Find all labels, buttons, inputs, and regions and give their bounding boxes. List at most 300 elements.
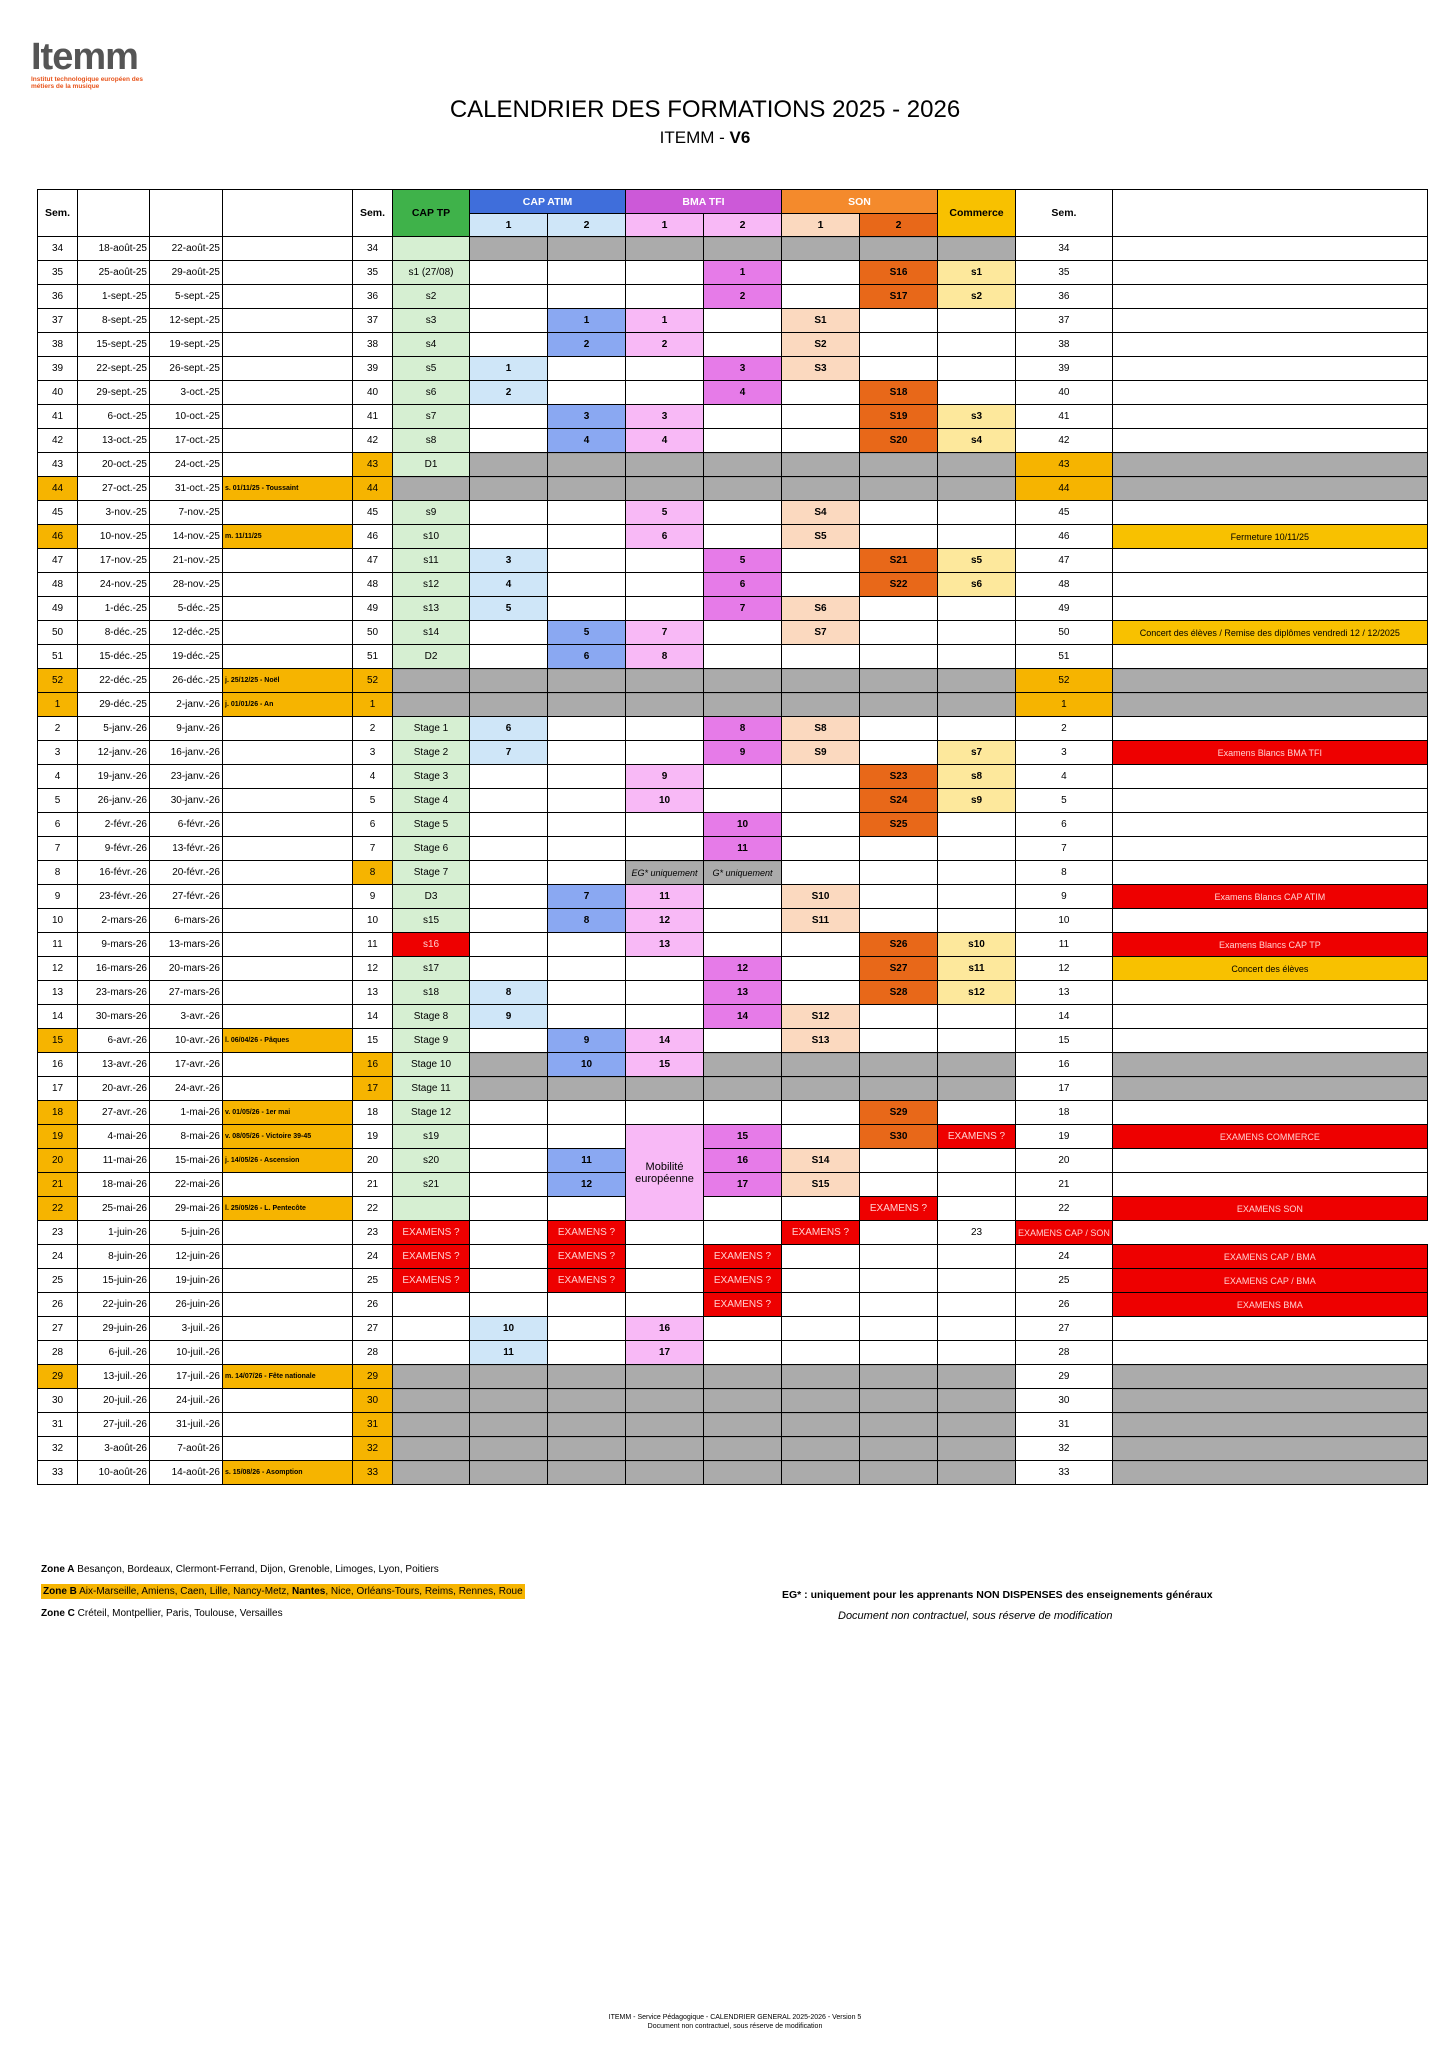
cell-son-1 <box>782 261 860 285</box>
cell-cap-atim-1: 7 <box>470 741 548 765</box>
legend-zone-b: Zone B Aix-Marseille, Amiens, Caen, Lille, Nancy-Metz, Nantes, Nice, Orléans-Tours, Reims, Rennes, Roue <box>43 1586 523 1597</box>
cell-sem-b: 7 <box>353 837 393 861</box>
cell-start-date: 15-juin-26 <box>78 1269 150 1293</box>
cell-bma-tfi-2 <box>704 1029 782 1053</box>
cell-son-1: S10 <box>782 885 860 909</box>
cell-commerce <box>938 1461 1016 1485</box>
cell-end-date: 5-sept.-25 <box>150 285 223 309</box>
cell-son-1 <box>782 237 860 261</box>
cell-cap-atim-2 <box>548 453 626 477</box>
cell-holiday <box>223 933 353 957</box>
cell-sem: 37 <box>38 309 78 333</box>
cell-cap-atim-1 <box>470 1413 548 1437</box>
cell-bma-tfi-1 <box>626 693 704 717</box>
cell-bma-tfi-2: 9 <box>704 741 782 765</box>
header-group-2: 2 <box>704 214 782 237</box>
cell-sem-c: 2 <box>1016 717 1113 741</box>
cell-commerce <box>938 1245 1016 1269</box>
cell-cap-tp: Stage 11 <box>393 1077 470 1101</box>
cell-bma-tfi-1 <box>626 741 704 765</box>
cell-commerce <box>938 1317 1016 1341</box>
cell-commerce <box>938 885 1016 909</box>
cell-end-date: 17-avr.-26 <box>150 1053 223 1077</box>
cell-start-date: 27-oct.-25 <box>78 477 150 501</box>
cell-son-1 <box>782 453 860 477</box>
cell-sem: 30 <box>38 1389 78 1413</box>
cell-holiday <box>223 381 353 405</box>
cell-bma-tfi-1 <box>626 549 704 573</box>
calendar-row <box>38 765 1428 789</box>
cell-sem: 46 <box>38 525 78 549</box>
cell-start-date: 5-janv.-26 <box>78 717 150 741</box>
cell-start-date: 15-sept.-25 <box>78 333 150 357</box>
cell-son-1 <box>782 1269 860 1293</box>
cell-cap-atim-1 <box>470 1461 548 1485</box>
cell-remark <box>1112 501 1427 525</box>
cell-son-2 <box>860 693 938 717</box>
cell-sem: 43 <box>38 453 78 477</box>
cell-start-date: 8-sept.-25 <box>78 309 150 333</box>
calendar-row <box>38 549 1428 573</box>
cell-end-date: 8-mai-26 <box>150 1125 223 1149</box>
cell-sem-c: 23 <box>938 1221 1016 1245</box>
cell-bma-tfi-2 <box>704 1317 782 1341</box>
cell-bma-tfi-2: 2 <box>704 285 782 309</box>
cell-cap-atim-2 <box>548 1341 626 1365</box>
cell-cap-atim-1 <box>470 789 548 813</box>
cell-bma-tfi-2: EXAMENS ? <box>704 1293 782 1317</box>
cell-cap-atim-2 <box>548 261 626 285</box>
cell-cap-atim-1 <box>470 621 548 645</box>
cell-son-1: S4 <box>782 501 860 525</box>
cell-remark <box>1112 309 1427 333</box>
header-group-1: 1 <box>626 214 704 237</box>
cell-holiday <box>223 765 353 789</box>
cell-end-date: 31-oct.-25 <box>150 477 223 501</box>
cell-commerce <box>938 621 1016 645</box>
cell-bma-tfi-1 <box>626 1269 704 1293</box>
cell-holiday: l. 06/04/26 - Pâques <box>223 1029 353 1053</box>
cell-bma-tfi-2: 17 <box>704 1173 782 1197</box>
cell-cap-atim-2 <box>548 765 626 789</box>
cell-end-date: 24-juil.-26 <box>150 1389 223 1413</box>
cell-commerce: EXAMENS ? <box>938 1125 1016 1149</box>
cell-sem-b: 39 <box>353 357 393 381</box>
header-group-1: 1 <box>470 214 548 237</box>
cell-sem-c: 13 <box>1016 981 1113 1005</box>
cell-remark <box>1112 453 1427 477</box>
cell-cap-atim-1 <box>470 309 548 333</box>
cell-sem-b: 45 <box>353 501 393 525</box>
cell-sem-b: 47 <box>353 549 393 573</box>
cell-commerce: s4 <box>938 429 1016 453</box>
cell-bma-tfi-2 <box>704 1461 782 1485</box>
cell-sem-c: 39 <box>1016 357 1113 381</box>
cell-holiday <box>223 597 353 621</box>
cell-sem: 19 <box>38 1125 78 1149</box>
calendar-row <box>38 957 1428 981</box>
cell-cap-tp <box>393 1341 470 1365</box>
cell-son-2 <box>860 333 938 357</box>
cell-sem: 36 <box>38 285 78 309</box>
cell-end-date: 5-déc.-25 <box>150 597 223 621</box>
cell-holiday <box>223 1317 353 1341</box>
cell-son-1 <box>782 1437 860 1461</box>
cell-sem-c: 32 <box>1016 1437 1113 1461</box>
cell-son-2 <box>860 1437 938 1461</box>
calendar-row <box>38 357 1428 381</box>
cell-cap-atim-1 <box>470 1389 548 1413</box>
cell-sem-c: 30 <box>1016 1389 1113 1413</box>
cell-cap-atim-2 <box>548 477 626 501</box>
cell-son-1 <box>782 789 860 813</box>
cell-cap-atim-2 <box>548 1125 626 1149</box>
calendar-row <box>38 429 1428 453</box>
cell-bma-tfi-1 <box>626 669 704 693</box>
cell-sem-b: 1 <box>353 693 393 717</box>
cell-sem-b: 4 <box>353 765 393 789</box>
cell-remark <box>1112 1053 1427 1077</box>
cell-cap-atim-2 <box>548 357 626 381</box>
cell-commerce: s2 <box>938 285 1016 309</box>
cell-sem-b: 26 <box>353 1293 393 1317</box>
cell-start-date: 12-janv.-26 <box>78 741 150 765</box>
cell-cap-tp: s12 <box>393 573 470 597</box>
cell-cap-tp: s16 <box>393 933 470 957</box>
cell-start-date: 27-juil.-26 <box>78 1413 150 1437</box>
cell-cap-atim-1 <box>470 1077 548 1101</box>
cell-bma-tfi-2 <box>704 1101 782 1125</box>
cell-start-date: 22-juin-26 <box>78 1293 150 1317</box>
cell-cap-tp: Stage 12 <box>393 1101 470 1125</box>
cell-end-date: 20-mars-26 <box>150 957 223 981</box>
cell-bma-tfi-2 <box>704 1413 782 1437</box>
cell-bma-tfi-2 <box>704 429 782 453</box>
cell-holiday <box>223 261 353 285</box>
cell-son-2 <box>860 861 938 885</box>
cell-bma-tfi-2: 1 <box>704 261 782 285</box>
cell-start-date: 16-mars-26 <box>78 957 150 981</box>
cell-cap-atim-1 <box>470 1269 548 1293</box>
header-cap-atim: CAP ATIM <box>470 190 626 214</box>
cell-son-2 <box>860 621 938 645</box>
cell-bma-tfi-1: 10 <box>626 789 704 813</box>
cell-commerce <box>938 381 1016 405</box>
cell-holiday <box>223 789 353 813</box>
cell-sem-b: 48 <box>353 573 393 597</box>
cell-holiday: m. 14/07/26 - Fête nationale <box>223 1365 353 1389</box>
cell-cap-atim-1: 1 <box>470 357 548 381</box>
cell-commerce <box>938 309 1016 333</box>
header-sem: Sem. <box>38 190 78 237</box>
cell-end-date: 22-août-25 <box>150 237 223 261</box>
cell-commerce <box>938 813 1016 837</box>
calendar-row <box>38 1221 1428 1245</box>
cell-start-date: 13-juil.-26 <box>78 1365 150 1389</box>
cell-son-2: S19 <box>860 405 938 429</box>
cell-cap-tp <box>393 1365 470 1389</box>
cell-cap-atim-1 <box>470 1149 548 1173</box>
cell-bma-tfi-1 <box>626 1461 704 1485</box>
cell-start-date: 25-août-25 <box>78 261 150 285</box>
cell-son-2 <box>860 909 938 933</box>
cell-son-1 <box>782 1245 860 1269</box>
cell-bma-tfi-1 <box>626 597 704 621</box>
cell-remark <box>1112 813 1427 837</box>
cell-bma-tfi-2 <box>704 669 782 693</box>
cell-sem: 44 <box>38 477 78 501</box>
cell-sem-b: 16 <box>353 1053 393 1077</box>
cell-sem-b: 14 <box>353 1005 393 1029</box>
cell-holiday <box>223 429 353 453</box>
cell-cap-atim-1: 5 <box>470 597 548 621</box>
cell-son-1 <box>782 669 860 693</box>
cell-remark: Examens Blancs BMA TFI <box>1112 741 1427 765</box>
disclaimer: Document non contractuel, sous réserve de modification <box>838 1610 1113 1622</box>
cell-remark: EXAMENS COMMERCE <box>1112 1125 1427 1149</box>
cell-sem-c: 43 <box>1016 453 1113 477</box>
header-sem-2: Sem. <box>353 190 393 237</box>
cell-cap-atim-1: 11 <box>470 1341 548 1365</box>
cell-son-2: S20 <box>860 429 938 453</box>
cell-son-2 <box>860 1245 938 1269</box>
footer: ITEMM - Service Pédagogique - CALENDRIER GENERAL 2025-2026 - Version 5 Document non contractuel, sous réserve de modification <box>608 2014 862 2030</box>
cell-holiday: s. 15/08/26 - Asomption <box>223 1461 353 1485</box>
cell-son-1: S9 <box>782 741 860 765</box>
cell-commerce <box>938 357 1016 381</box>
cell-bma-tfi-2 <box>704 621 782 645</box>
cell-start-date: 6-oct.-25 <box>78 405 150 429</box>
cell-sem-c: 33 <box>1016 1461 1113 1485</box>
cell-sem-c: 8 <box>1016 861 1113 885</box>
cell-son-1: S15 <box>782 1173 860 1197</box>
cell-commerce: s9 <box>938 789 1016 813</box>
cell-cap-atim-1 <box>470 1053 548 1077</box>
cell-son-1: S3 <box>782 357 860 381</box>
cell-son-1 <box>782 837 860 861</box>
cell-son-2: S23 <box>860 765 938 789</box>
cell-cap-atim-1 <box>470 1293 548 1317</box>
cell-son-2 <box>860 669 938 693</box>
cell-cap-tp: s19 <box>393 1125 470 1149</box>
cell-holiday <box>223 645 353 669</box>
cell-end-date: 12-déc.-25 <box>150 621 223 645</box>
cell-holiday <box>223 1245 353 1269</box>
cell-sem-b: 22 <box>353 1197 393 1221</box>
cell-end-date: 31-juil.-26 <box>150 1413 223 1437</box>
cell-end-date: 26-déc.-25 <box>150 669 223 693</box>
cell-cap-atim-1 <box>470 669 548 693</box>
cell-son-1 <box>782 813 860 837</box>
cell-cap-atim-1 <box>470 933 548 957</box>
cell-cap-atim-2 <box>548 669 626 693</box>
cell-bma-tfi-2: EXAMENS ? <box>704 1245 782 1269</box>
cell-sem-b: 21 <box>353 1173 393 1197</box>
cell-sem: 39 <box>38 357 78 381</box>
cell-cap-tp: Stage 4 <box>393 789 470 813</box>
cell-bma-tfi-1 <box>626 957 704 981</box>
cell-cap-atim-1 <box>470 477 548 501</box>
cell-cap-atim-1: 10 <box>470 1317 548 1341</box>
calendar-row <box>38 261 1428 285</box>
cell-sem-b: 23 <box>353 1221 393 1245</box>
cell-sem-b: 31 <box>353 1413 393 1437</box>
cell-cap-atim-1 <box>470 1245 548 1269</box>
cell-cap-atim-1: 8 <box>470 981 548 1005</box>
cell-remark: Examens Blancs CAP ATIM <box>1112 885 1427 909</box>
cell-bma-tfi-1: 6 <box>626 525 704 549</box>
cell-bma-tfi-1 <box>626 1005 704 1029</box>
cell-holiday: j. 25/12/25 - Noël <box>223 669 353 693</box>
cell-cap-atim-2: 2 <box>548 333 626 357</box>
cell-end-date: 1-mai-26 <box>150 1101 223 1125</box>
cell-son-1 <box>782 1365 860 1389</box>
cell-sem-c: 29 <box>1016 1365 1113 1389</box>
cell-bma-tfi-1 <box>626 285 704 309</box>
cell-son-2 <box>860 477 938 501</box>
cell-commerce <box>938 477 1016 501</box>
cell-bma-tfi-2 <box>704 501 782 525</box>
cell-sem-b: 19 <box>353 1125 393 1149</box>
cell-commerce <box>938 1413 1016 1437</box>
cell-holiday <box>223 333 353 357</box>
cell-sem: 47 <box>38 549 78 573</box>
cell-bma-tfi-1: 4 <box>626 429 704 453</box>
cell-start-date: 6-juil.-26 <box>78 1341 150 1365</box>
cell-end-date: 13-févr.-26 <box>150 837 223 861</box>
cell-son-2: EXAMENS ? <box>860 1197 938 1221</box>
cell-remark: EXAMENS SON <box>1112 1197 1427 1221</box>
cell-son-2: S24 <box>860 789 938 813</box>
cell-remark <box>1112 1437 1427 1461</box>
cell-end-date: 6-mars-26 <box>150 909 223 933</box>
cell-start-date: 23-mars-26 <box>78 981 150 1005</box>
calendar-row <box>38 1197 1428 1221</box>
cell-sem: 45 <box>38 501 78 525</box>
calendar-row <box>38 861 1428 885</box>
cell-bma-tfi-1: 9 <box>626 765 704 789</box>
cell-cap-atim-2 <box>548 861 626 885</box>
cell-bma-tfi-1 <box>626 1077 704 1101</box>
cell-commerce: s12 <box>938 981 1016 1005</box>
cell-cap-tp <box>393 1197 470 1221</box>
calendar-row <box>38 1125 1428 1149</box>
calendar-row <box>38 1413 1428 1437</box>
cell-remark <box>1112 549 1427 573</box>
cell-cap-atim-2: 10 <box>548 1053 626 1077</box>
cell-cap-tp <box>393 1293 470 1317</box>
cell-sem: 34 <box>38 237 78 261</box>
cell-son-2 <box>860 1413 938 1437</box>
cell-remark <box>1112 1005 1427 1029</box>
page-subtitle: ITEMM - V6 <box>659 128 751 147</box>
cell-cap-atim-2 <box>548 549 626 573</box>
cell-sem: 22 <box>38 1197 78 1221</box>
cell-cap-tp: D2 <box>393 645 470 669</box>
cell-sem-b: 51 <box>353 645 393 669</box>
cell-start-date: 29-sept.-25 <box>78 381 150 405</box>
calendar-row <box>38 1245 1428 1269</box>
cell-sem: 1 <box>38 693 78 717</box>
cell-start-date: 1-juin-26 <box>78 1221 150 1245</box>
cell-end-date: 30-janv.-26 <box>150 789 223 813</box>
cell-cap-atim-2 <box>548 789 626 813</box>
cell-son-2: S30 <box>860 1125 938 1149</box>
cell-cap-atim-2: 7 <box>548 885 626 909</box>
cell-bma-tfi-2: 11 <box>704 837 782 861</box>
cell-cap-tp <box>393 237 470 261</box>
cell-bma-tfi-2 <box>704 333 782 357</box>
cell-sem: 5 <box>38 789 78 813</box>
cell-bma-tfi-1 <box>626 477 704 501</box>
cell-remark <box>1112 381 1427 405</box>
cell-remark <box>1112 285 1427 309</box>
cell-son-2: S28 <box>860 981 938 1005</box>
cell-son-2 <box>860 501 938 525</box>
cell-sem-c: 20 <box>1016 1149 1113 1173</box>
cell-sem-b: 37 <box>353 309 393 333</box>
cell-cap-atim-2 <box>548 381 626 405</box>
cell-commerce: s8 <box>938 765 1016 789</box>
cell-start-date: 22-sept.-25 <box>78 357 150 381</box>
cell-remark <box>1112 1365 1427 1389</box>
cell-sem: 15 <box>38 1029 78 1053</box>
cell-cap-atim-1: 2 <box>470 381 548 405</box>
cell-bma-tfi-1: 8 <box>626 645 704 669</box>
cell-sem: 2 <box>38 717 78 741</box>
cell-end-date: 26-sept.-25 <box>150 357 223 381</box>
cell-sem: 32 <box>38 1437 78 1461</box>
cell-commerce <box>938 1149 1016 1173</box>
itemm-logo <box>31 38 151 90</box>
cell-holiday <box>223 621 353 645</box>
cell-cap-atim-2 <box>548 1437 626 1461</box>
cell-son-2 <box>860 453 938 477</box>
cell-son-1 <box>782 861 860 885</box>
cell-commerce <box>938 1173 1016 1197</box>
cell-sem-b: 49 <box>353 597 393 621</box>
cell-start-date: 19-janv.-26 <box>78 765 150 789</box>
cell-cap-atim-2: 4 <box>548 429 626 453</box>
cell-end-date: 3-juil.-26 <box>150 1317 223 1341</box>
cell-holiday <box>223 1437 353 1461</box>
cell-end-date: 19-déc.-25 <box>150 645 223 669</box>
cell-cap-tp: Stage 5 <box>393 813 470 837</box>
cell-end-date: 12-juin-26 <box>150 1245 223 1269</box>
cell-commerce <box>938 1341 1016 1365</box>
cell-sem-c: 21 <box>1016 1173 1113 1197</box>
cell-bma-tfi-1: 2 <box>626 333 704 357</box>
cell-sem-c: 47 <box>1016 549 1113 573</box>
cell-cap-tp: D1 <box>393 453 470 477</box>
cell-sem-b: 5 <box>353 789 393 813</box>
cell-sem-b: 46 <box>353 525 393 549</box>
cell-sem-b: 44 <box>353 477 393 501</box>
cell-cap-atim-1 <box>470 1197 548 1221</box>
cell-remark <box>1112 693 1427 717</box>
mobilite-europeenne-cell: Mobilité européenne <box>626 1125 704 1221</box>
cell-sem-b: 52 <box>353 669 393 693</box>
cell-cap-tp: D3 <box>393 885 470 909</box>
cell-son-1 <box>704 1221 782 1245</box>
header-bma-tfi: BMA TFI <box>626 190 782 214</box>
calendar-row <box>38 1077 1428 1101</box>
cell-cap-atim-1 <box>470 813 548 837</box>
cell-son-2 <box>860 1005 938 1029</box>
cell-son-1 <box>782 549 860 573</box>
cell-remark <box>1112 597 1427 621</box>
cell-cap-atim-1 <box>470 1221 548 1245</box>
